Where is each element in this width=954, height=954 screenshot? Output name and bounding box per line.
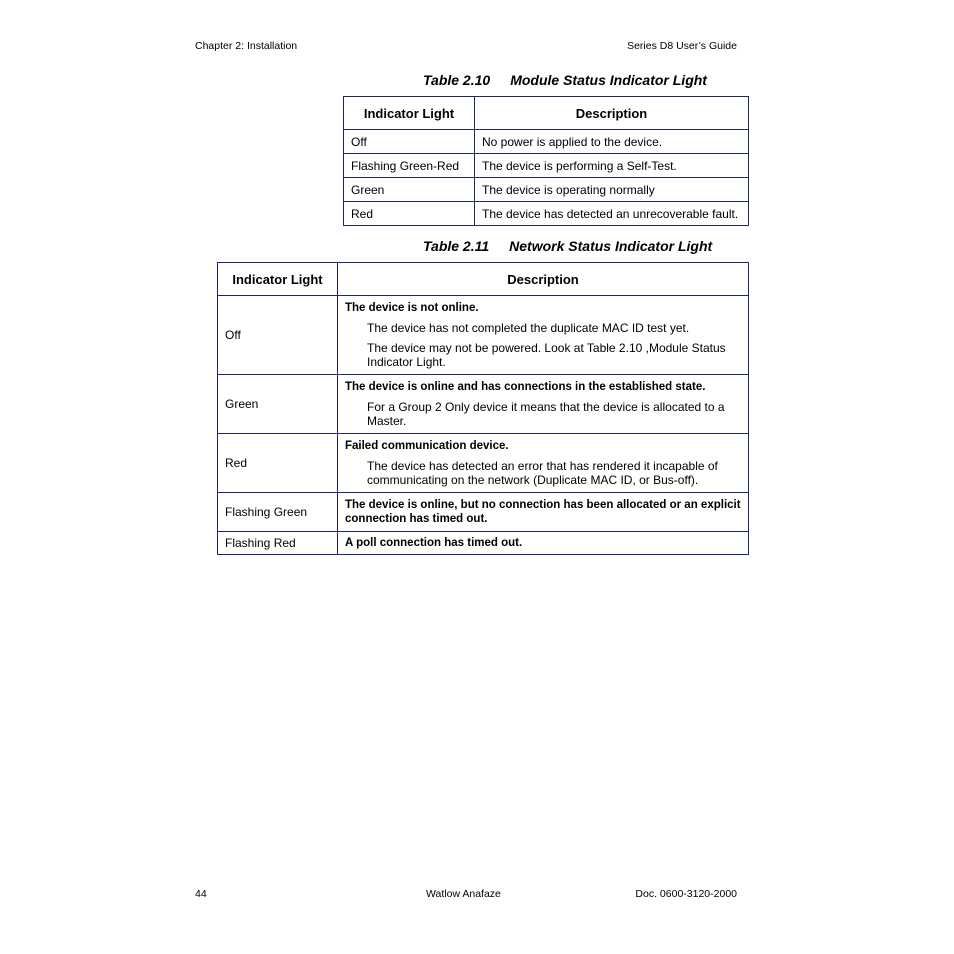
description-lead: The device is online, but no connection has been allocated or an explicit connection has timed out.: [345, 499, 741, 525]
description-lead: The device is online and has connections in the established state.: [345, 381, 706, 393]
network-status-table: [217, 262, 749, 555]
indicator-light-cell: Flashing Red: [218, 532, 338, 555]
table-title: Module Status Indicator Light: [510, 72, 707, 88]
table-row: [218, 296, 749, 375]
running-header-guide: Series D8 User’s Guide: [627, 40, 737, 52]
description-cell: No power is applied to the device.: [475, 130, 749, 154]
description-cell: [338, 296, 749, 375]
page-number: 44: [195, 888, 207, 900]
running-header-chapter: Chapter 2: Installation: [195, 40, 298, 52]
description-detail: The device has not completed the duplicate MAC ID test yet.: [367, 321, 690, 335]
column-header-indicator-light: Indicator Light: [218, 263, 338, 296]
module-status-table: [343, 96, 749, 226]
description-cell: [338, 532, 749, 555]
description-cell: The device is performing a Self-Test.: [475, 154, 749, 178]
indicator-light-cell: Red: [344, 202, 475, 226]
table-header-row: [218, 263, 749, 296]
description-cell: The device is operating normally: [475, 178, 749, 202]
description-lead: Failed communication device.: [345, 440, 509, 452]
table-header-row: [344, 97, 749, 130]
table-row: [344, 154, 749, 178]
description-detail: The device has detected an error that has rendered it incapable of communicating on the network (Duplicate MAC ID, or Bus-off).: [367, 459, 718, 487]
column-header-indicator-light: Indicator Light: [344, 97, 475, 130]
footer-document-number: Doc. 0600-3120-2000: [635, 888, 737, 900]
indicator-light-cell: Off: [344, 130, 475, 154]
description-lead: A poll connection has timed out.: [345, 537, 523, 549]
table-row: [218, 493, 749, 532]
table-row: [218, 375, 749, 434]
table-title: Network Status Indicator Light: [509, 238, 713, 254]
description-detail: The device may not be powered. Look at Table 2.10 ,Module Status Indicator Light.: [367, 341, 726, 369]
column-header-description: Description: [338, 263, 749, 296]
indicator-light-cell: Red: [218, 434, 338, 493]
description-cell: [338, 493, 749, 532]
indicator-light-cell: Flashing Green-Red: [344, 154, 475, 178]
indicator-light-cell: Off: [218, 296, 338, 375]
description-lead: The device is not online.: [345, 302, 479, 314]
column-header-description: Description: [475, 97, 749, 130]
description-cell: [338, 375, 749, 434]
table-number: Table 2.10: [423, 72, 491, 88]
table-row: [344, 130, 749, 154]
table-row: [344, 178, 749, 202]
table-caption-network-status: [423, 238, 712, 254]
indicator-light-cell: Flashing Green: [218, 493, 338, 532]
footer-company: Watlow Anafaze: [426, 888, 501, 900]
table-caption-module-status: [423, 72, 707, 88]
table-row: [218, 532, 749, 555]
indicator-light-cell: Green: [344, 178, 475, 202]
description-cell: [338, 434, 749, 493]
table-number: Table 2.11: [423, 238, 490, 254]
indicator-light-cell: Green: [218, 375, 338, 434]
table-row: [218, 434, 749, 493]
table-row: [344, 202, 749, 226]
description-cell: The device has detected an unrecoverable fault.: [475, 202, 749, 226]
description-detail: For a Group 2 Only device it means that the device is allocated to a Master.: [367, 400, 725, 428]
